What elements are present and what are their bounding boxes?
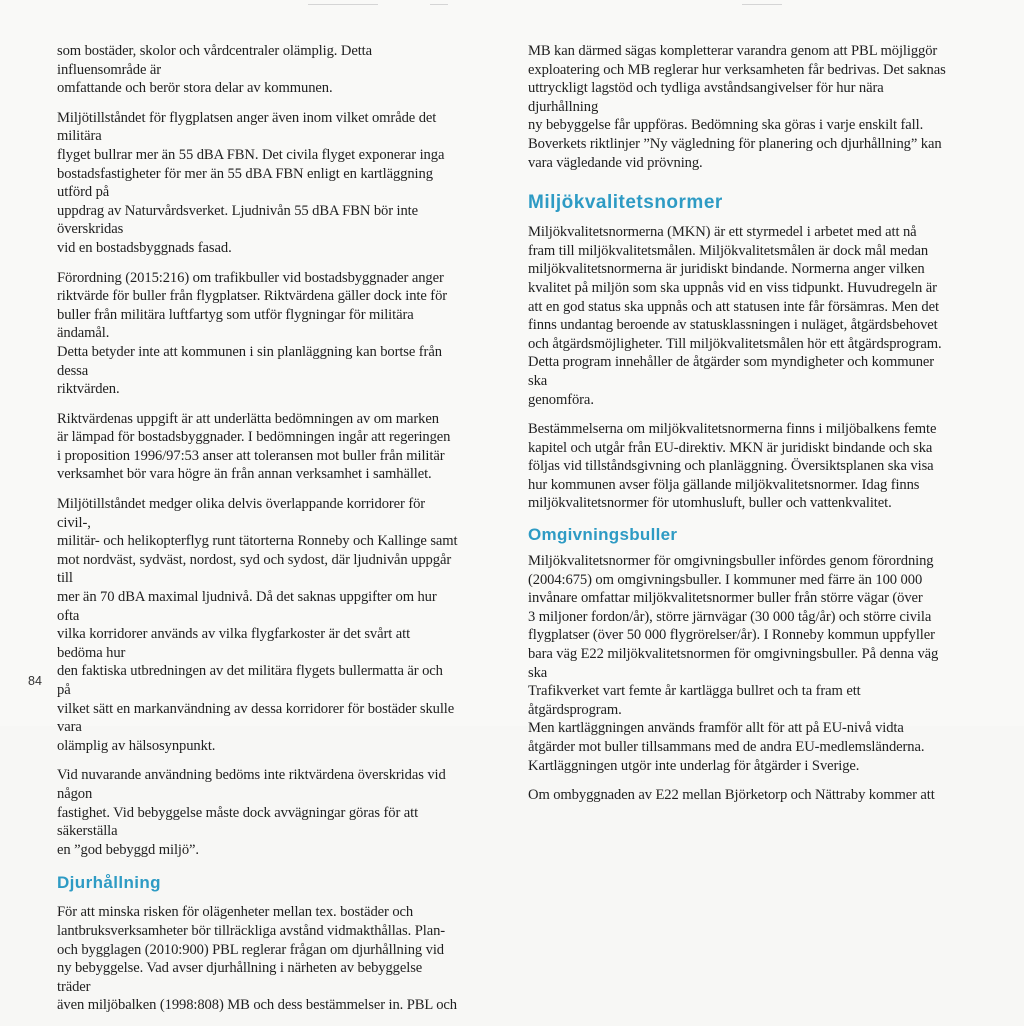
paragraph: som bostäder, skolor och vårdcentraler olämplig. Detta influensområde är omfattande och berör stora delar av kommunen. <box>57 43 372 97</box>
paragraph: Om ombyggnaden av E22 mellan Björketorp och Nättraby kommer att <box>528 787 935 804</box>
paragraph: För att minska risken för olägenheter mellan tex. bostäder och lantbruksverksamheter bör tillräckliga avstånd vidmakthållas. Plan- och bygglagen (2010:900) PBL reglerar frågan om djurhållning vid ny bebyggelse. Vad avser djurhållning i närheten av bebyggelse träder även miljöbalken (1998:808) MB och dess bestämmelser in. PBL och <box>57 904 457 1014</box>
page-number: 84 <box>28 674 42 688</box>
paragraph: Miljötillståndet för flygplatsen anger även inom vilket område det militära flyget bullrar mer än 55 dBA FBN. Det civila flyget exponerar inga bostadsfastigheter för mer än 55 dBA FBN enligt en kartläggning utförd på uppdrag av Naturvårdsverket. Ljudnivån 55 dBA FBN bör inte överskridas vid en bostadsbyggnads fasad. <box>57 109 445 256</box>
paragraph: Bestämmelserna om miljökvalitetsnormerna finns i miljöbalkens femte kapitel och utgår från EU-direktiv. MKN är juridiskt bindande och ska följas vid tillståndsgivning och planläggning. Översiktsplanen ska visa hur kommunen avser följa gällande miljökvalitetsnormer. Idag finns miljökvalitetsnormer för utomhusluft, buller och vattenkvalitet. <box>528 421 937 512</box>
paragraph: Miljötillståndet medger olika delvis överlappande korridorer för civil-, militär- och helikopterflyg runt tätorterna Ronneby och Kallinge samt mot nordväst, sydväst, nordost, syd och sydost, där ljudnivån uppgår till mer än 70 dBA maximal ljudnivå. Då det saknas uppgifter om hur ofta vilka korridorer används av vilka flygfarkoster är det svårt att bedöma hur den faktiska utbredningen av det militära flygets bullermatta är och på vilket sätt en markanvändning av dessa korridorer för bostäder skulle vara olämplig av hälsosynpunkt. <box>57 496 458 754</box>
paragraph: Vid nuvarande användning bedöms inte riktvärdena överskridas vid någon fastighet. Vid bebyggelse måste dock avvägningar göras för att säkerställa en ”god bebyggd miljö”. <box>57 767 446 858</box>
scan-mark <box>742 4 782 5</box>
paragraph: MB kan därmed sägas kompletterar varandra genom att PBL möjliggör exploatering och MB reglerar hur verksamheten får bedrivas. Det saknas uttryckligt lagstöd och tydliga avståndsangivelser för hur nära djurhållning ny bebyggelse får uppföras. Bedömning ska göras i varje enskilt fall. Boverkets riktlinjer ”Ny vägledning för planering och djurhållning” kan vara vägledande vid prövning. <box>528 43 946 171</box>
paragraph: Riktvärdenas uppgift är att underlätta bedömningen av om marken är lämpad för bostadsbyggnader. I bedömningen ingår att regeringen i proposition 1996/97:53 anser att toleransen mot buller från militär verksamhet bör vara högre än från annan verksamhet i samhället. <box>57 410 451 483</box>
right-column <box>528 42 948 816</box>
left-column <box>57 42 459 1026</box>
scan-mark <box>308 4 378 5</box>
section-heading-omgivningsbuller: Omgivningsbuller <box>528 525 678 545</box>
scan-mark <box>430 4 448 5</box>
section-heading-djurhallning: Djurhållning <box>57 873 161 893</box>
paragraph: Förordning (2015:216) om trafikbuller vid bostadsbyggnader anger riktvärde för buller från flygplatser. Riktvärdena gäller dock inte för buller från militära luftfartyg som utför flygningar för militära ändamål. Detta betyder inte att kommunen i sin planläggning kan bortse från dessa riktvärden. <box>57 269 448 398</box>
paragraph: Miljökvalitetsnormerna (MKN) är ett styrmedel i arbetet med att nå fram till miljökvalitetsmålen. Miljökvalitetsmålen är dock mål medan miljökvalitetsnormerna är juridiskt bindande. Normerna anger vilken kvalitet på miljön som ska uppnås vid en viss tidpunkt. Huvudregeln är att en god status ska uppnås och att statusen inte får försämras. Men det finns undantag beroende av statusklassningen i nuläget, åtgärdsbehovet och åtgärdsmöjligheter. Till miljökvalitetsmålen hör ett åtgärdsprogram. Detta program innehåller de åtgärder som myndigheter och kommuner ska genomföra. <box>528 224 942 408</box>
section-heading-miljokvalitetsnormer: Miljökvalitetsnormer <box>528 192 723 214</box>
paragraph: Miljökvalitetsnormer för omgivningsbuller infördes genom förordning (2004:675) om omgivningsbuller. I kommuner med färre än 100 000 invånare omfattar miljökvalitetsnormer buller från större vägar (över 3 miljoner fordon/år), större järnvägar (30 000 tåg/år) och större civila flygplatser (över 50 000 flygrörelser/år). I Ronneby kommun uppfyller bara väg E22 miljökvalitetsnormen för omgivningsbuller. På denna väg ska Trafikverket vart femte år kartlägga bullret och ta fram ett åtgärdsprogram. Men kartläggningen används framför allt för att på EU-nivå vidta åtgärder mot buller tillsammans med de andra EU-medlemsländerna. Kartläggningen utgör inte underlag för åtgärder i Sverige. <box>528 553 939 774</box>
